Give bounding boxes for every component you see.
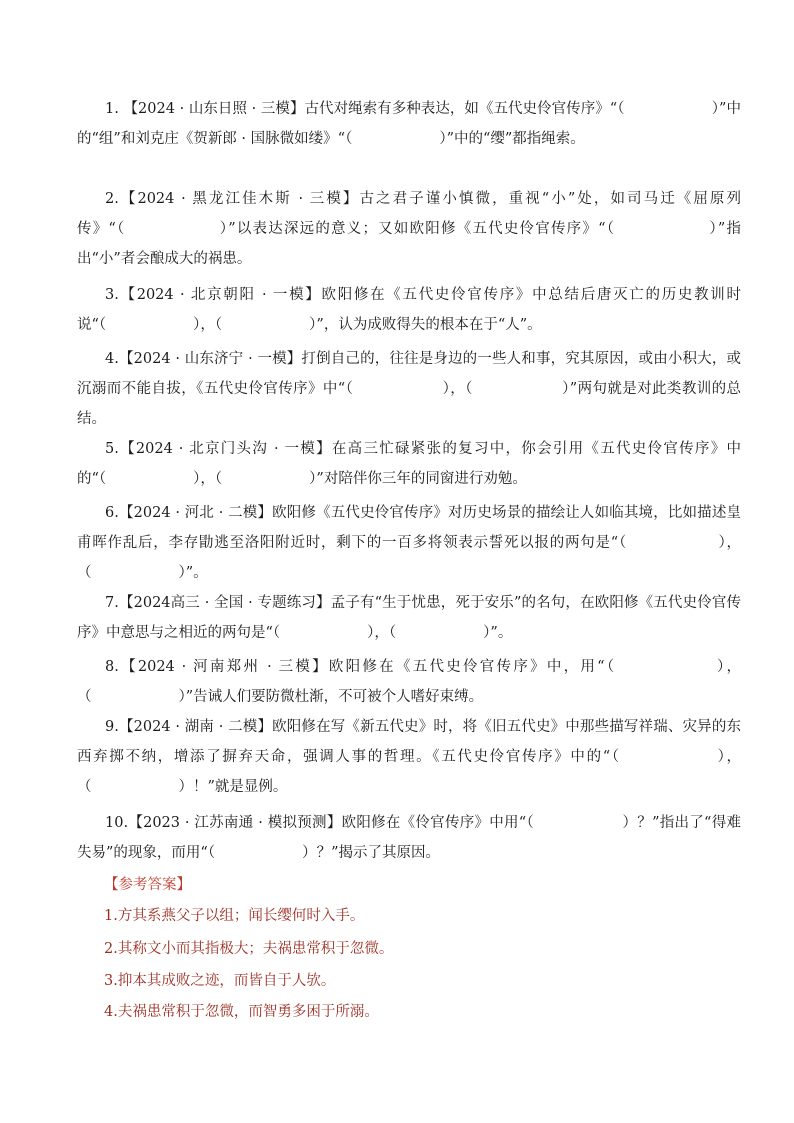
question-2: 2.【2024 · 黑龙江佳木斯 · 三模】古之君子谨小慎微，重视“小”处，如司马迁《屈原列传》“（ ）”以表达深远的意义；又如欧阳修《五代史伶官传序》“（ ）”指出“小”者会酿成大的祸患。 xyxy=(77,191,741,267)
question-10: 10.【2023 · 江苏南通 · 模拟预测】欧阳修在《伶官传序》中用“（ ）？”指出了“得难失易”的现象，而用“（ ）？”揭示了其原因。 xyxy=(77,815,741,861)
question-6: 6.【2024 · 河北 · 二模】欧阳修《五代史伶官传序》对历史场景的描绘让人如临其境，比如描述皇甫晖作乱后，李存勖逃至洛阳附近时，剩下的一百多将领表示誓死以报的两句是“（ ），（ ）”。 xyxy=(77,505,741,581)
answer-4: 4.夫祸患常积于忽微，而智勇多困于所溺。 xyxy=(104,1004,379,1020)
question-3: 3.【2024 · 北京朝阳 · 一模】欧阳修在《五代史伶官传序》中总结后唐灭亡的历史教训时说“（ ），（ ）”，认为成败得失的根本在于“人”。 xyxy=(77,287,741,333)
question-9: 9.【2024 · 湖南 · 二模】欧阳修在写《新五代史》时，将《旧五代史》中那些描写祥瑞、灾异的东西弃掷不纳，增添了摒弃天命，强调人事的哲理。《五代史伶官传序》中的“（ ），（ ）！”就是显例。 xyxy=(77,719,741,795)
question-5: 5.【2024 · 北京门头沟 · 一模】在高三忙碌紧张的复习中，你会引用《五代史伶官传序》中的“（ ），（ ）”对陪伴你三年的同窗进行劝勉。 xyxy=(77,441,741,487)
question-8: 8.【2024 · 河南郑州 · 三模】欧阳修在《五代史伶官传序》中，用“（ ），（ ）”告诫人们要防微杜渐，不可被个人嗜好束缚。 xyxy=(77,659,741,705)
question-4: 4.【2024 · 山东济宁 · 一模】打倒自己的，往往是身边的一些人和事，究其原因，或由小积大，或沉溺而不能自拔，《五代史伶官传序》中“（ ），（ ）”两句就是对此类教训的总结。 xyxy=(77,351,741,427)
question-7: 7.【2024高三 · 全国 · 专题练习】孟子有“生于忧患，死于安乐”的名句，在欧阳修《五代史伶官传序》中意思与之相近的两句是“（ ），（ ）”。 xyxy=(77,595,741,641)
answer-heading: 【参考答案】 xyxy=(104,877,191,893)
answer-3: 3.抑本其成败之迹，而皆自于人欤。 xyxy=(104,973,336,989)
question-1: 1. 【2024 · 山东日照 · 三模】古代对绳索有多种表达，如《五代史伶官传序》“（ ）”中的“组”和刘克庄《贺新郎 · 国脉微如缕》“（ ）”中的“缨”都指绳索。 xyxy=(77,101,741,147)
answer-2: 2.其称文小而其指极大；夫祸患常积于忽微。 xyxy=(104,941,394,957)
answer-1: 1.方其系燕父子以组；闻长缨何时入手。 xyxy=(104,908,365,924)
